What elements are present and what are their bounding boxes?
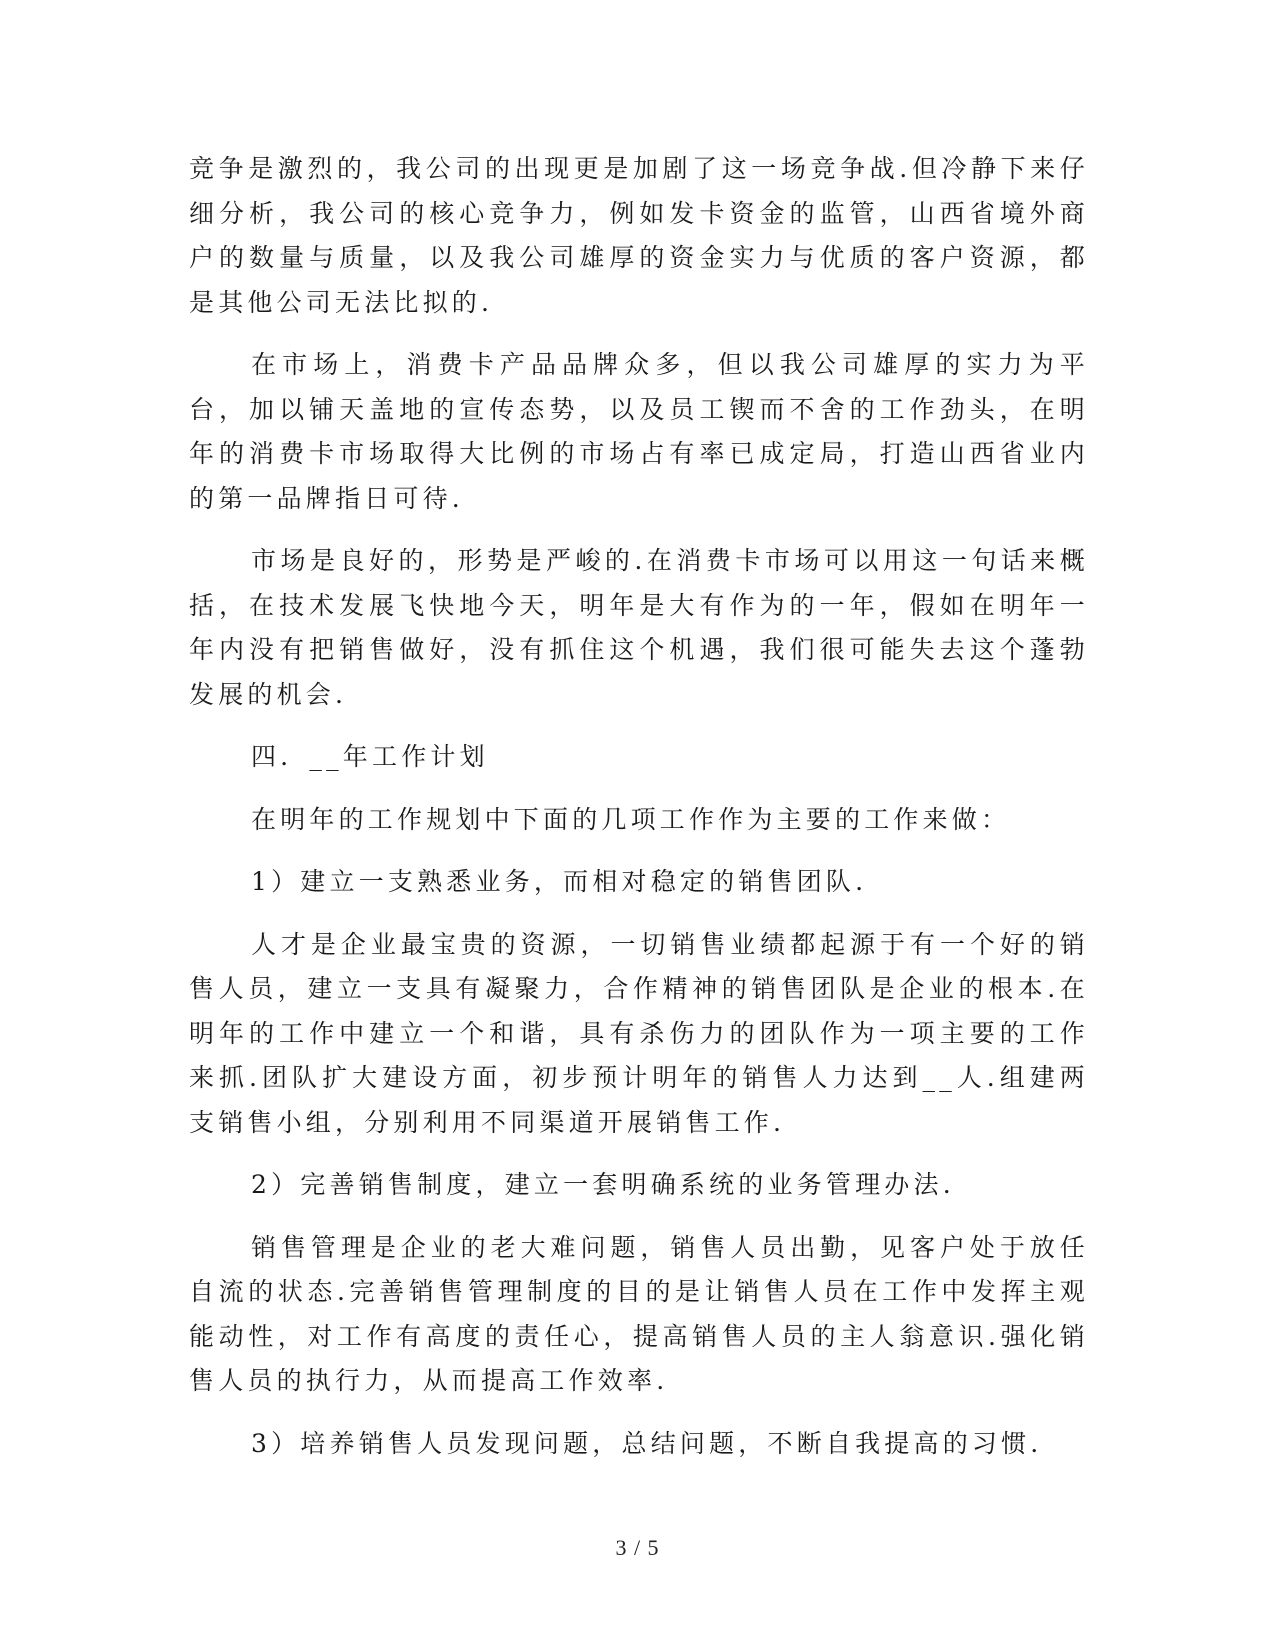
paragraph: 人才是企业最宝贵的资源，一切销售业绩都起源于有一个好的销售人员，建立一支具有凝聚力，合作精神的销售团队是企业的根本.在明年的工作中建立一个和谐，具有杀伤力的团队作为一项主要的工作来抓.团队扩大建设方面，初步预计明年的销售人力达到__人.组建两支销售小组，分别利用不同渠道开展销售工作. (189, 929, 1089, 1137)
paragraph: 销售管理是企业的老大难问题，销售人员出勤，见客户处于放任自流的状态.完善销售管理制度的目的是让销售人员在工作中发挥主观能动性，对工作有高度的责任心，提高销售人员的主人翁意识.强化销售人员的执行力，从而提高工作效率. (189, 1232, 1089, 1395)
document-body (189, 147, 1089, 1484)
list-item-heading: 3）培养销售人员发现问题，总结问题，不断自我提高的习惯. (251, 1428, 1043, 1458)
page-number: 3 / 5 (615, 1535, 660, 1560)
paragraph: 在明年的工作规划中下面的几项工作作为主要的工作来做： (251, 804, 1011, 834)
paragraph: 市场是良好的，形势是严峻的.在消费卡市场可以用这一句话来概括，在技术发展飞快地今天，明年是大有作为的一年，假如在明年一年内没有把销售做好，没有抓住这个机遇，我们很可能失去这个蓬勃发展的机会. (189, 546, 1089, 709)
list-item-heading: 1）建立一支熟悉业务，而相对稳定的销售团队. (251, 867, 868, 896)
section-heading: 四．__年工作计划 (251, 742, 489, 771)
paragraph: 在市场上，消费卡产品品牌众多，但以我公司雄厚的实力为平台，加以铺天盖地的宣传态势，以及员工锲而不舍的工作劲头，在明年的消费卡市场取得大比例的市场占有率已成定局，打造山西省业内的第一品牌指日可待. (189, 350, 1089, 513)
list-item-heading: 2）完善销售制度，建立一套明确系统的业务管理办法. (251, 1170, 955, 1199)
paragraph: 竞争是激烈的，我公司的出现更是加剧了这一场竞争战.但冷静下来仔细分析，我公司的核心竞争力，例如发卡资金的监管，山西省境外商户的数量与质量，以及我公司雄厚的资金实力与优质的客户资源，都是其他公司无法比拟的. (189, 154, 1089, 317)
